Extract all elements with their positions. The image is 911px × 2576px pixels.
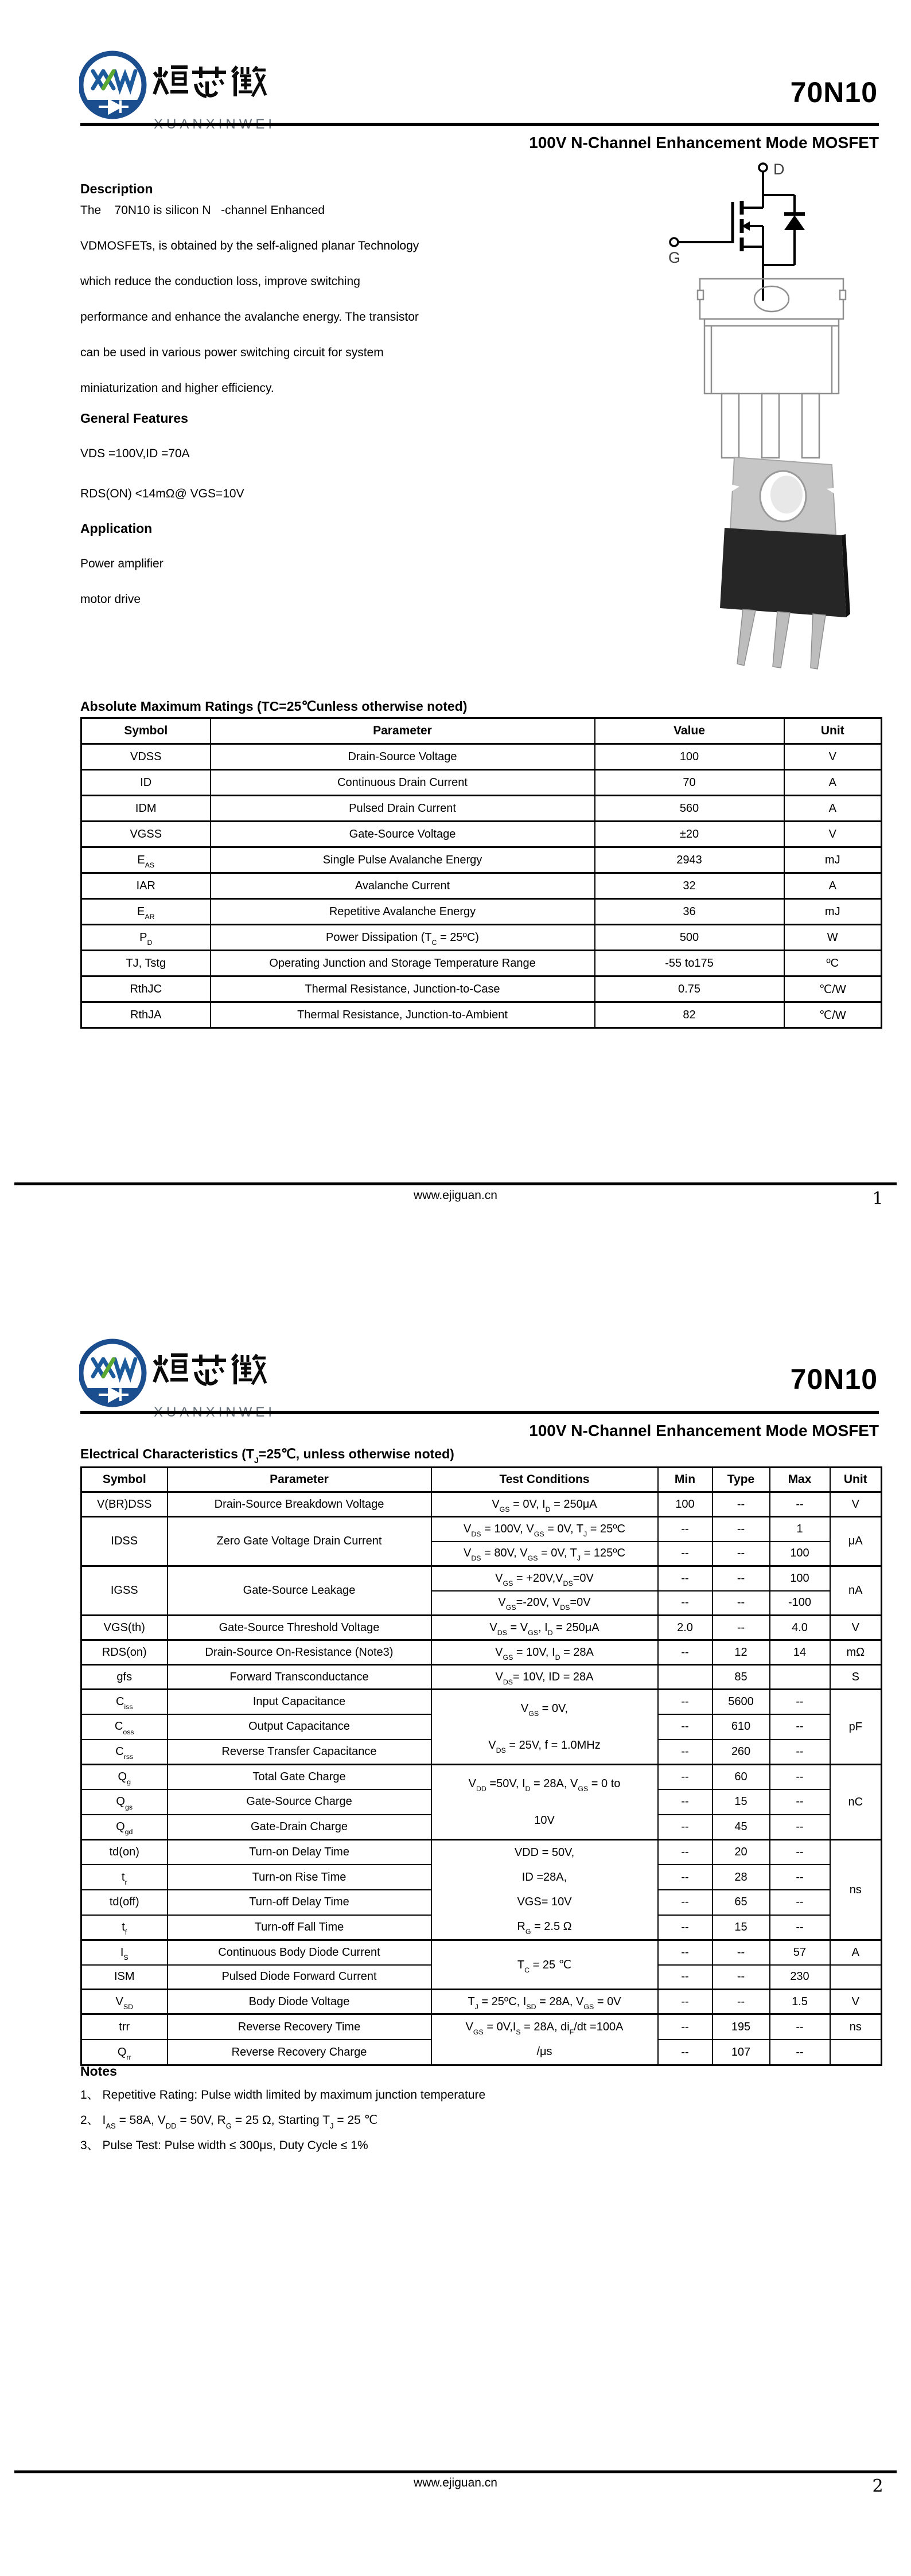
cell-parameter: Thermal Resistance, Junction-to-Case (211, 976, 595, 1002)
cell-cond: $V_{DS} = 100V$, $V_{GS} = 0V$, $T_J$ = 25ºC (431, 1517, 658, 1542)
cell-cond (431, 2014, 658, 2065)
logo-icon (79, 47, 286, 145)
cell-min: -- (658, 1965, 713, 1990)
package-outline-drawing (683, 274, 861, 464)
cell-typ: 45 (713, 1815, 770, 1840)
col-header-max: Max (770, 1468, 830, 1492)
cell-min: -- (658, 1789, 713, 1815)
application-line: motor drive (80, 593, 141, 606)
cell-symbol: RthJA (81, 1002, 211, 1028)
table-row (81, 770, 882, 796)
cell-symbol: $C_{iss}$ (81, 1690, 168, 1715)
cell-parameter: Continuous Drain Current (211, 770, 595, 796)
cell-min: -- (658, 1865, 713, 1890)
table-row (81, 847, 882, 873)
cell-max: 1.5 (770, 1990, 830, 2014)
cell-parameter: Input Capacitance (168, 1690, 431, 1715)
cell-min: -- (658, 1915, 713, 1940)
cell-parameter: Zero Gate Voltage Drain Current (168, 1517, 431, 1566)
cell-symbol: $C_{rss}$ (81, 1740, 168, 1765)
cell-symbol: trr (81, 2014, 168, 2040)
cell-max: -- (770, 1765, 830, 1790)
cell-typ: -- (713, 1542, 770, 1566)
description-line: VDMOSFETs, is obtained by the self-aligned planar Technology (80, 239, 419, 252)
cell-unit: ℃/W (784, 976, 882, 1002)
col-header-parameter: Parameter (211, 718, 595, 744)
features-heading: General Features (80, 411, 188, 426)
cell-parameter: Avalanche Current (211, 873, 595, 899)
cell-parameter: Thermal Resistance, Junction-to-Ambient (211, 1002, 595, 1028)
table-row (81, 2014, 882, 2040)
cell-typ: 195 (713, 2014, 770, 2040)
table-row (81, 899, 882, 925)
cell-max: -- (770, 1840, 830, 1865)
cell-typ: -- (713, 1940, 770, 1965)
cell-unit: μA (830, 1517, 882, 1566)
table-row (81, 1665, 882, 1690)
cell-symbol: $C_{oss}$ (81, 1714, 168, 1740)
part-number: 70N10 (790, 1363, 878, 1395)
cell-value: 36 (595, 899, 784, 925)
cell-parameter: Drain-Source On-Resistance (Note3) (168, 1640, 431, 1665)
cell-value: 32 (595, 873, 784, 899)
cell-max: 100 (770, 1542, 830, 1566)
cell-min: -- (658, 1591, 713, 1616)
cell-max: -- (770, 1714, 830, 1740)
note-line: 2、 $I_{AS} = 58A$, $V_{DD} = 50V$, $R_G = 25$ Ω, Starting $T_J = 25$ ℃ (80, 2114, 378, 2130)
cell-symbol: td(off) (81, 1890, 168, 1915)
page-2 (0, 1288, 911, 2576)
cell-max: 1 (770, 1517, 830, 1542)
cell-max: -- (770, 2014, 830, 2040)
drain-label: D (773, 161, 785, 178)
cell-typ: -- (713, 1616, 770, 1640)
cell-parameter: Single Pulse Avalanche Energy (211, 847, 595, 873)
table-row (81, 873, 882, 899)
cell-min: 2.0 (658, 1616, 713, 1640)
cell-parameter: Turn-on Rise Time (168, 1865, 431, 1890)
cell-symbol: $E_{AR}$ (81, 899, 211, 925)
description-line: miniaturization and higher efficiency. (80, 382, 274, 395)
note-line: 3、 Pulse Test: Pulse width ≤ 300μs, Duty Cycle ≤ 1% (80, 2139, 368, 2152)
cell-typ: -- (713, 1591, 770, 1616)
logo-han-strokes (154, 1355, 266, 1384)
description-body (80, 193, 597, 406)
cell-parameter: Turn-off Fall Time (168, 1915, 431, 1940)
header-rule (80, 1411, 879, 1414)
cell-max: -100 (770, 1591, 830, 1616)
electrical-characteristics-table (80, 1466, 882, 2066)
col-header-min: Min (658, 1468, 713, 1492)
table-row (81, 1690, 882, 1715)
cell-typ: -- (713, 1492, 770, 1517)
description-line: can be used in various power switching circuit for system (80, 346, 384, 359)
company-logo (79, 47, 286, 145)
cell-parameter: Gate-Source Threshold Voltage (168, 1616, 431, 1640)
cell-min: -- (658, 1740, 713, 1765)
cell-cond: $V_{GS} = 0V$, $I_D = 250\mu A$ (431, 1492, 658, 1517)
cell-value: 2943 (595, 847, 784, 873)
cell-parameter: Pulsed Diode Forward Current (168, 1965, 431, 1990)
cell-typ: 85 (713, 1665, 770, 1690)
cond-line: $V_{GS} = 0V$, (520, 1702, 569, 1718)
cell-value: 82 (595, 1002, 784, 1028)
table-row (81, 1940, 882, 1965)
cell-parameter: Turn-off Delay Time (168, 1890, 431, 1915)
cell-symbol: V(BR)DSS (81, 1492, 168, 1517)
cell-min: -- (658, 1640, 713, 1665)
cell-parameter: Reverse Recovery Charge (168, 2040, 431, 2065)
cell-symbol: IAR (81, 873, 211, 899)
cell-cond: $V_{DS}= 10V$, ID = 28A (431, 1665, 658, 1690)
table-row (81, 1840, 882, 1865)
cell-unit (830, 1965, 882, 1990)
cell-min: -- (658, 1890, 713, 1915)
body-diode (784, 215, 805, 230)
col-header-unit: Unit (830, 1468, 882, 1492)
col-header-symbol: Symbol (81, 1468, 168, 1492)
cell-unit: ℃/W (784, 1002, 882, 1028)
cell-symbol: VDSS (81, 744, 211, 770)
cell-unit: A (784, 873, 882, 899)
page-number: 1 (872, 1189, 883, 1209)
cell-unit: nA (830, 1566, 882, 1616)
cell-cond: $V_{GS} = 10V$, $I_D = 28A$ (431, 1640, 658, 1665)
table-row (81, 1517, 882, 1542)
cell-value: -55 to175 (595, 951, 784, 976)
cell-typ: 260 (713, 1740, 770, 1765)
description-line: The 70N10 is silicon N -channel Enhanced (80, 204, 325, 217)
cell-unit: ns (830, 2014, 882, 2040)
cell-unit: S (830, 1665, 882, 1690)
cell-parameter: Continuous Body Diode Current (168, 1940, 431, 1965)
cell-parameter: Gate-Source Leakage (168, 1566, 431, 1616)
cell-parameter: Pulsed Drain Current (211, 796, 595, 822)
cell-typ: 28 (713, 1865, 770, 1890)
cell-parameter: Gate-Drain Charge (168, 1815, 431, 1840)
cell-parameter: Operating Junction and Storage Temperature Range (211, 951, 595, 976)
cell-min: 100 (658, 1492, 713, 1517)
abs-max-title: Absolute Maximum Ratings (TC=25℃unless otherwise noted) (80, 699, 468, 714)
cell-min: -- (658, 1815, 713, 1840)
features-body (80, 434, 597, 514)
cell-parameter: Power Dissipation ($T_C$ = 25ºC) (211, 925, 595, 951)
cell-unit: V (784, 744, 882, 770)
footer-website: www.ejiguan.cn (414, 2476, 497, 2489)
cell-min: -- (658, 1714, 713, 1740)
cell-unit: A (830, 1940, 882, 1965)
logo-icon (79, 1335, 286, 1433)
table-row (81, 796, 882, 822)
cell-max: 100 (770, 1566, 830, 1591)
cell-parameter: Drain-Source Breakdown Voltage (168, 1492, 431, 1517)
cell-symbol: RDS(on) (81, 1640, 168, 1665)
cell-parameter: Turn-on Delay Time (168, 1840, 431, 1865)
cell-typ: -- (713, 1990, 770, 2014)
col-header-parameter: Parameter (168, 1468, 431, 1492)
cell-symbol: $P_D$ (81, 925, 211, 951)
cond-line: $V_{DD} =50V$, $I_D = 28A$, $V_{GS} = 0$ to (468, 1777, 621, 1793)
footer-rule (14, 1182, 897, 1185)
cell-unit: mJ (784, 847, 882, 873)
cell-unit: V (830, 1616, 882, 1640)
cell-min: -- (658, 1542, 713, 1566)
table-header-row (81, 1468, 882, 1492)
col-header-unit: Unit (784, 718, 882, 744)
description-line: which reduce the conduction loss, improve switching (80, 275, 360, 288)
cell-parameter: Total Gate Charge (168, 1765, 431, 1790)
table-row (81, 951, 882, 976)
col-header-symbol: Symbol (81, 718, 211, 744)
part-number: 70N10 (790, 76, 878, 108)
cond-line: VGS= 10V (517, 1896, 572, 1908)
gate-label: G (668, 249, 681, 266)
cell-max: 4.0 (770, 1616, 830, 1640)
application-body (80, 546, 597, 617)
cell-min: -- (658, 2014, 713, 2040)
table-row (81, 744, 882, 770)
cell-cond: $V_{GS} = +20V,V_{DS}=0V$ (431, 1566, 658, 1591)
cell-symbol: VGS(th) (81, 1616, 168, 1640)
notes-heading: Notes (80, 2064, 117, 2079)
cell-symbol: td(on) (81, 1840, 168, 1865)
cell-max: -- (770, 1915, 830, 1940)
cell-symbol: $t_f$ (81, 1915, 168, 1940)
cell-value: ±20 (595, 822, 784, 847)
table-row (81, 1002, 882, 1028)
cell-symbol: $t_r$ (81, 1865, 168, 1890)
note-line: 1、 Repetitive Rating: Pulse width limited by maximum junction temperature (80, 2088, 486, 2102)
table-row (81, 1492, 882, 1517)
cell-symbol: IDSS (81, 1517, 168, 1566)
cell-max: -- (770, 1740, 830, 1765)
cell-parameter: Gate-Source Charge (168, 1789, 431, 1815)
cell-symbol: ID (81, 770, 211, 796)
cell-unit: V (784, 822, 882, 847)
cell-parameter: Repetitive Avalanche Energy (211, 899, 595, 925)
cell-min: -- (658, 2040, 713, 2065)
cell-unit: V (830, 1990, 882, 2014)
cell-typ: 12 (713, 1640, 770, 1665)
cond-line: $R_G = 2.5$ Ω (517, 1920, 572, 1936)
cell-unit: nC (830, 1765, 882, 1840)
cell-typ: 60 (713, 1765, 770, 1790)
header-rule (80, 123, 879, 126)
feature-line: RDS(ON) <14mΩ@ VGS=10V (80, 487, 244, 500)
cell-unit: ºC (784, 951, 882, 976)
cell-unit: mJ (784, 899, 882, 925)
cell-cond: $V_{DS} = 80V$, $V_{GS} = 0V$, $T_J$ = 125ºC (431, 1542, 658, 1566)
cell-value: 500 (595, 925, 784, 951)
doc-subtitle: 100V N-Channel Enhancement Mode MOSFET (529, 134, 879, 151)
table-row (81, 1566, 882, 1591)
cell-parameter: Body Diode Voltage (168, 1990, 431, 2014)
cell-typ: 15 (713, 1789, 770, 1815)
cell-unit: ns (830, 1840, 882, 1940)
table-row (81, 1765, 882, 1790)
cell-symbol: RthJC (81, 976, 211, 1002)
abs-max-table (80, 717, 882, 1029)
cell-unit: A (784, 796, 882, 822)
table-row (81, 1640, 882, 1665)
cell-cond (431, 1690, 658, 1765)
cell-parameter: Reverse Recovery Time (168, 2014, 431, 2040)
cell-min: -- (658, 1566, 713, 1591)
cond-line: ID =28A, (521, 1871, 567, 1884)
table-row (81, 1616, 882, 1640)
cell-symbol: $Q_g$ (81, 1765, 168, 1790)
cell-min (658, 1665, 713, 1690)
cell-symbol: ISM (81, 1965, 168, 1990)
cond-line: 10V (534, 1814, 555, 1827)
cell-symbol: $Q_{gd}$ (81, 1815, 168, 1840)
application-heading: Application (80, 521, 153, 536)
cell-min: -- (658, 1990, 713, 2014)
cell-max: -- (770, 1865, 830, 1890)
notes-body (80, 2083, 711, 2158)
cell-max: 230 (770, 1965, 830, 1990)
cell-max: -- (770, 1789, 830, 1815)
cell-typ: 610 (713, 1714, 770, 1740)
table-row (81, 976, 882, 1002)
table-row (81, 1990, 882, 2014)
cond-line: $V_{DS} = 25V$, f = 1.0MHz (488, 1739, 601, 1755)
cell-value: 0.75 (595, 976, 784, 1002)
cell-unit: V (830, 1492, 882, 1517)
feature-line: VDS =100V,ID =70A (80, 447, 190, 460)
description-heading: Description (80, 181, 153, 196)
cell-min: -- (658, 1840, 713, 1865)
cell-symbol: TJ, Tstg (81, 951, 211, 976)
cell-symbol: $E_{AS}$ (81, 847, 211, 873)
cell-cond (431, 1765, 658, 1840)
cell-symbol: IGSS (81, 1566, 168, 1616)
cell-max: -- (770, 1690, 830, 1715)
cell-symbol: IDM (81, 796, 211, 822)
cell-parameter: Drain-Source Voltage (211, 744, 595, 770)
cell-max: -- (770, 2040, 830, 2065)
cell-unit: W (784, 925, 882, 951)
cell-typ: -- (713, 1517, 770, 1542)
cell-typ: 15 (713, 1915, 770, 1940)
cell-cond (431, 1840, 658, 1940)
application-line: Power amplifier (80, 557, 163, 570)
page-number: 2 (872, 2476, 883, 2496)
cell-parameter: Gate-Source Voltage (211, 822, 595, 847)
table-row (81, 822, 882, 847)
cell-value: 70 (595, 770, 784, 796)
cell-min: -- (658, 1690, 713, 1715)
cond-line: VDD = 50V, (514, 1846, 575, 1859)
cell-max: -- (770, 1492, 830, 1517)
cell-symbol: gfs (81, 1665, 168, 1690)
company-logo (79, 1335, 286, 1433)
footer-website: www.ejiguan.cn (414, 1189, 497, 1202)
cond-line: $V_{GS} = 0V,I_S = 28A$, $di_F/dt =100A$ (465, 2021, 624, 2037)
cell-max: -- (770, 1815, 830, 1840)
description-line: performance and enhance the avalanche energy. The transistor (80, 310, 419, 324)
cell-typ: 20 (713, 1840, 770, 1865)
cell-parameter: Output Capacitance (168, 1714, 431, 1740)
cell-parameter: Reverse Transfer Capacitance (168, 1740, 431, 1765)
col-header-type: Type (713, 1468, 770, 1492)
cell-max: 57 (770, 1940, 830, 1965)
cell-symbol: $Q_{gs}$ (81, 1789, 168, 1815)
footer-rule (14, 2470, 897, 2473)
cell-max: -- (770, 1890, 830, 1915)
cell-value: 560 (595, 796, 784, 822)
cond-line: /μs (536, 2045, 552, 2058)
cell-value: 100 (595, 744, 784, 770)
cell-typ: 5600 (713, 1690, 770, 1715)
package-photo (703, 454, 861, 670)
logo-han-strokes (154, 67, 266, 96)
cell-cond: $V_{GS}=-20V$, $V_{DS}=0V$ (431, 1591, 658, 1616)
elec-title: Electrical Characteristics ($T_J=25℃$, unless otherwise noted) (80, 1446, 454, 1466)
cell-max: 14 (770, 1640, 830, 1665)
cell-unit: mΩ (830, 1640, 882, 1665)
cell-typ: -- (713, 1965, 770, 1990)
cell-unit: A (784, 770, 882, 796)
cell-symbol: $Q_{rr}$ (81, 2040, 168, 2065)
table-header-row (81, 718, 882, 744)
doc-subtitle: 100V N-Channel Enhancement Mode MOSFET (529, 1422, 879, 1439)
cell-cond: $V_{DS} = V_{GS}$, $I_D = 250\mu A$ (431, 1616, 658, 1640)
cell-min: -- (658, 1940, 713, 1965)
cell-parameter: Forward Transconductance (168, 1665, 431, 1690)
col-header-conditions: Test Conditions (431, 1468, 658, 1492)
cell-cond: $T_J$ = 25ºC, $I_{SD} = 28A$, $V_{GS} = 0V$ (431, 1990, 658, 2014)
cell-typ: -- (713, 1566, 770, 1591)
cell-max (770, 1665, 830, 1690)
cell-symbol: $V_{SD}$ (81, 1990, 168, 2014)
cell-symbol: $I_S$ (81, 1940, 168, 1965)
col-header-value: Value (595, 718, 784, 744)
cell-typ: 107 (713, 2040, 770, 2065)
table-row (81, 925, 882, 951)
cell-min: -- (658, 1765, 713, 1790)
cell-min: -- (658, 1517, 713, 1542)
cell-symbol: VGSS (81, 822, 211, 847)
cell-typ: 65 (713, 1890, 770, 1915)
cell-unit: pF (830, 1690, 882, 1765)
cell-cond: $T_C = 25$ ℃ (431, 1940, 658, 1990)
